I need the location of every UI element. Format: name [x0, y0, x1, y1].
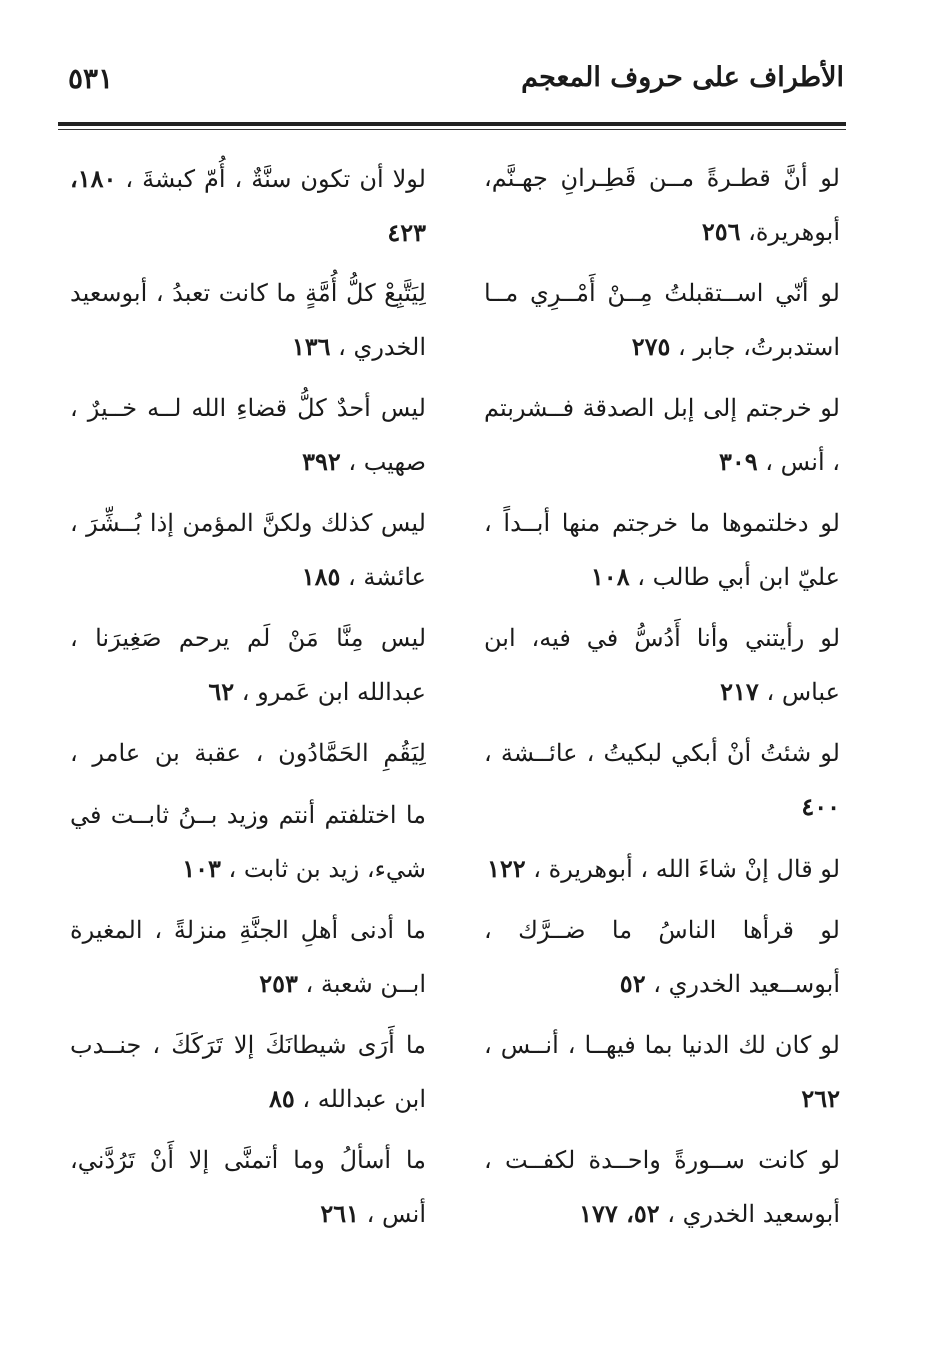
entry-page-number: ٥٢	[619, 969, 646, 998]
index-entry	[70, 497, 426, 603]
entry-text: ما أسألُ وما أتمنَّى إلا أَنْ تَرُدَّني، أنس ،	[70, 1146, 426, 1228]
index-entry	[484, 382, 840, 488]
index-entry	[70, 904, 426, 1010]
header-rule-thin	[58, 129, 846, 130]
entry-page-number: ١٣٦	[291, 332, 331, 361]
entry-page-number: ٦٢	[208, 677, 235, 706]
entry-text: ليس أحدٌ كلُّ قضاءِ الله لــه خــيرٌ ، صهيب ،	[70, 394, 426, 476]
index-entry	[484, 152, 840, 258]
entry-text: لو كانت ســورةً واحــدة لكفــت ، أبوسعيد الخدري ،	[484, 1146, 840, 1228]
entry-text: ليس كذلك ولكنَّ المؤمن إذا بُــشِّرَ ، عائشة ،	[70, 509, 426, 591]
entry-text: لو خرجتم إلى إبل الصدقة فــشربتم ، أنس ،	[484, 394, 840, 476]
index-entry	[70, 382, 426, 488]
right-column	[484, 152, 840, 1249]
entry-text: لو قرأها الناسُ ما ضــرَّك ، أبوســعيد الخدري ،	[484, 916, 840, 998]
entry-text: ما أَرَى شيطانَكَ إلا تَرَكَكَ ، جنــدب ابن عبدالله ،	[70, 1031, 426, 1113]
entry-page-number: ٢٦١	[320, 1199, 360, 1228]
index-entry	[70, 789, 426, 895]
entry-page-number: ٢٥٦	[701, 217, 741, 246]
entry-text: لو أنَّ قطـرةً مــن قَطِـرانِ جهـنَّم، أبوهريرة،	[484, 164, 840, 246]
index-entry	[484, 842, 840, 895]
entry-page-number: ٢٦٢	[801, 1084, 840, 1113]
page-title: الأطراف على حروف المعجم	[521, 62, 844, 93]
entry-text: لِيَتَّبِعْ كلُّ أُمَّةٍ ما كانت تعبدُ ، أبوسعيد الخدري ،	[70, 279, 426, 361]
index-entry	[70, 267, 426, 373]
entry-page-number: ٤٠٠	[801, 792, 840, 821]
entry-text: لو شئتُ أنْ أبكي لبكيتُ ، عائــشة ،	[484, 739, 840, 767]
entry-page-number: ٢٥٣	[259, 969, 298, 998]
index-entry	[70, 152, 426, 258]
entry-page-number: ١٨٠، ٤٢٣	[70, 164, 426, 247]
running-header	[60, 62, 844, 112]
page-number: ٥٣١	[68, 62, 114, 95]
index-entry	[484, 497, 840, 603]
entry-page-number: ٥٢، ١٧٧	[579, 1199, 660, 1228]
index-entry	[70, 1134, 426, 1240]
index-entry	[70, 1019, 426, 1125]
entry-text: ليس مِنَّا مَنْ لَم يرحم صَغِيرَنا ، عبدالله ابن عَمرو ،	[70, 624, 426, 706]
entry-text: لو رأيتني وأنا أَدُسُّ في فيه، ابن عباس ،	[484, 624, 840, 706]
entry-page-number: ٢١٧	[720, 677, 759, 706]
entry-text: لولا أن تكون سنَّةٌ ، أُمّ كبشةَ ،	[116, 165, 426, 193]
entry-text: لو دخلتموها ما خرجتم منها أبــداً ، عليّ ابن أبي طالب ،	[484, 509, 840, 591]
entry-text: لو أنّي اســتقبلتُ مِــنْ أَمْــرِي مــا استدبرتُ، جابر ،	[484, 279, 840, 361]
entry-page-number: ١٠٣	[182, 854, 221, 883]
entry-text: لو قال إنْ شاءَ الله ، أبوهريرة ،	[525, 855, 840, 883]
index-entry	[484, 727, 840, 833]
index-entry	[484, 1134, 840, 1240]
entry-page-number: ١٢٢	[486, 854, 526, 883]
entry-page-number: ١٠٨	[590, 562, 630, 591]
entry-page-number: ٣٩٢	[302, 447, 341, 476]
index-entry	[70, 612, 426, 718]
index-entry	[484, 612, 840, 718]
index-entry	[484, 904, 840, 1010]
header-rule-thick	[58, 122, 846, 126]
index-entry	[484, 267, 840, 373]
index-entry	[484, 1019, 840, 1125]
entry-page-number: ٨٥	[269, 1084, 295, 1113]
entry-page-number: ١٨٥	[301, 562, 341, 591]
entry-text: لو كان لك الدنيا بما فيهــا ، أنــس ،	[484, 1031, 840, 1059]
left-column	[70, 152, 426, 1249]
entry-page-number: ٣٠٩	[719, 447, 758, 476]
entry-text: لِيَقُمِ الحَمَّادُون ، عقبة بن عامر ،	[70, 739, 426, 767]
entry-page-number: ٢٧٥	[631, 332, 671, 361]
entry-text: ما اختلفتم أنتم وزيد بــنُ ثابــت في شيء، زيد بن ثابت ،	[70, 801, 426, 883]
index-entry	[70, 727, 426, 780]
entry-text: ما أدنى أهلِ الجنَّةِ منزلةً ، المغيرة ابــن شعبة ،	[70, 916, 426, 998]
